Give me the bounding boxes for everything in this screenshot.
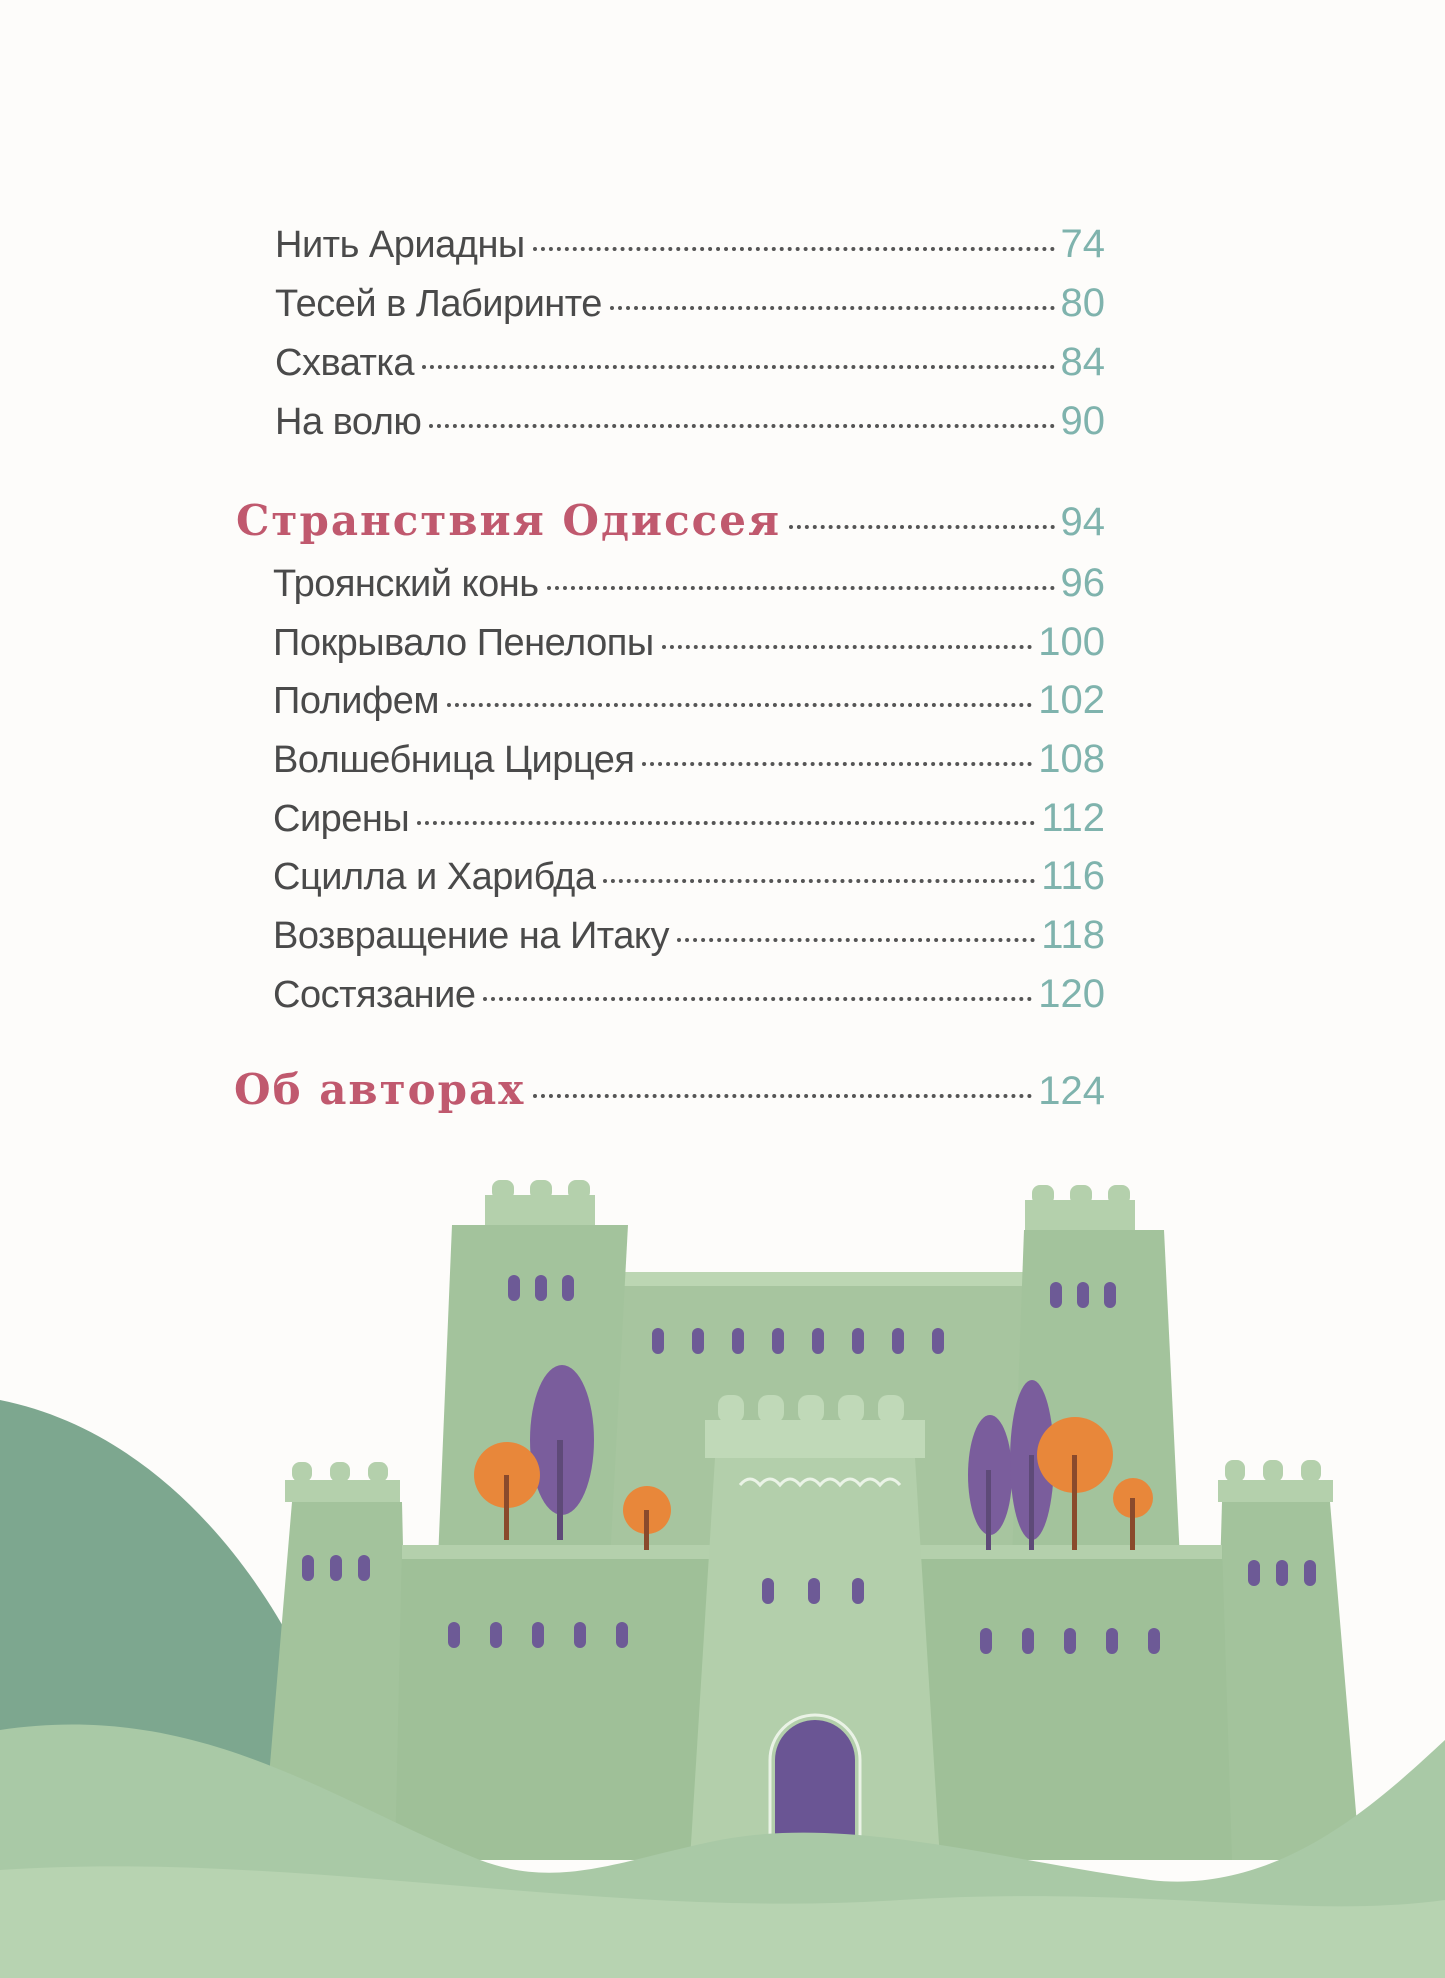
toc-entry-title: Тесей в Лабиринте [275,283,602,325]
dot-leader [789,525,1055,529]
toc-section[interactable] [234,1065,1105,1125]
toc-entry-page: 112 [1041,796,1105,840]
toc-entry[interactable] [273,854,1105,914]
toc-entry[interactable] [275,399,1105,459]
toc-entry-title: На волю [275,401,422,443]
toc-section-title: Странствия Одиссея [236,496,781,545]
toc-entry-title: Троянский конь [273,563,539,605]
dot-leader [547,586,1055,590]
dot-leader [483,997,1032,1001]
toc-entry-title: Сцилла и Харибда [273,856,596,898]
dot-leader [417,821,1035,825]
toc-entry[interactable] [273,561,1105,621]
dot-leader [610,306,1055,310]
toc-entry-page: 118 [1041,913,1105,957]
toc-entry-page: 116 [1041,854,1105,898]
toc-entry[interactable] [273,737,1105,797]
toc-entry[interactable] [275,340,1105,400]
toc-entry-title: Возвращение на Итаку [273,915,669,957]
toc-entry-title: Волшебница Цирцея [273,739,635,781]
dot-leader [662,645,1033,649]
toc-entry-title: Сирены [273,798,410,840]
toc-entry-page: 74 [1060,222,1105,266]
toc-entry[interactable] [273,913,1105,973]
toc-entry-title: Состязание [273,974,476,1016]
toc-entry-title: Нить Ариадны [275,224,525,266]
far-right-tower [1212,1460,1360,1860]
dot-leader [429,424,1054,428]
toc-section-title: Об авторах [234,1065,526,1114]
toc-entry-page: 108 [1038,737,1105,781]
toc-entry-title: Схватка [275,342,414,384]
toc-section-page: 124 [1038,1069,1105,1113]
toc-entry-page: 90 [1060,399,1105,443]
toc-entry-title: Покрывало Пенелопы [273,622,654,664]
dot-leader [533,247,1055,251]
castle-illustration [0,1150,1445,1978]
toc-entry-title: Полифем [273,680,440,722]
dot-leader [677,938,1035,942]
toc-entry-page: 96 [1060,561,1105,605]
toc-entry-page: 84 [1060,340,1105,384]
toc-entry[interactable] [275,222,1105,282]
toc-entry[interactable] [273,972,1105,1032]
dot-leader [447,703,1032,707]
toc-entry[interactable] [273,620,1105,680]
dot-leader [533,1094,1032,1098]
dot-leader [642,762,1032,766]
toc-section[interactable] [236,496,1105,556]
toc-entry-page: 80 [1060,281,1105,325]
toc-section-page: 94 [1060,500,1105,544]
toc-entry[interactable] [273,796,1105,856]
toc-entry[interactable] [273,678,1105,738]
left-tower [438,1180,628,1560]
toc-entry-page: 120 [1038,972,1105,1016]
dot-leader [422,365,1055,369]
toc-entry-page: 102 [1038,678,1105,722]
toc-entry[interactable] [275,281,1105,341]
toc-entry-page: 100 [1038,620,1105,664]
dot-leader [603,879,1035,883]
